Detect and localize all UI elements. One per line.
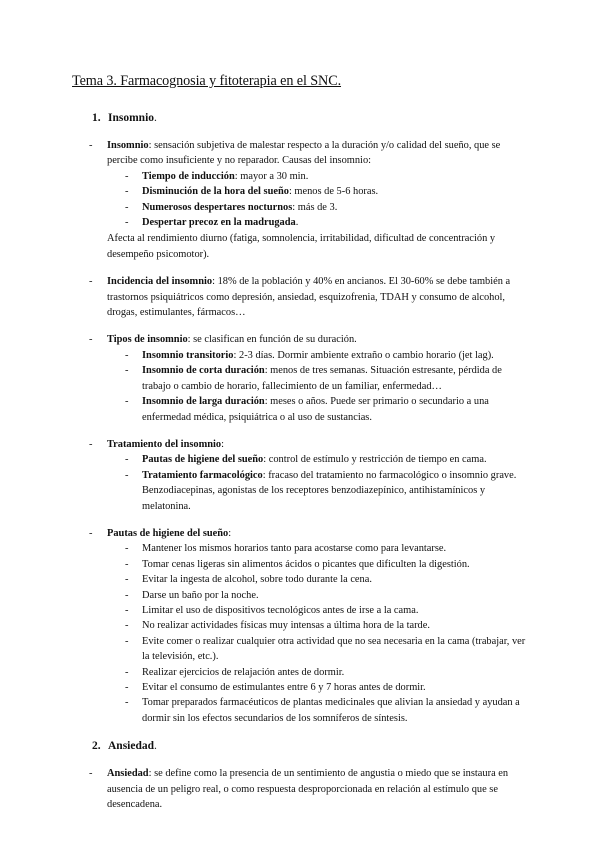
sublist-item <box>107 215 530 230</box>
term: Incidencia del insomnio <box>107 276 213 288</box>
term: Disminución de la hora del sueño <box>142 186 289 198</box>
definition: Mantener los mismos horarios tanto para acostarse como para levantarse. <box>142 543 447 555</box>
sublist <box>107 541 530 726</box>
definition: Realizar ejercicios de relajación antes de dormir. <box>142 666 345 678</box>
section-number: 2. <box>92 740 101 753</box>
list-item <box>72 274 530 320</box>
sublist <box>107 452 530 514</box>
section-title: Insomnio <box>108 112 155 124</box>
term: Insomnio de corta duración <box>142 365 265 377</box>
sublist-item <box>107 680 530 695</box>
definition: Evitar el consumo de estimulantes entre 6 y 7 horas antes de dormir. <box>142 682 426 693</box>
definition: Evitar la ingesta de alcohol, sobre todo durante la cena. <box>142 574 372 586</box>
list-item <box>72 332 530 424</box>
sublist-item <box>107 348 530 363</box>
definition: No realizar actividades físicas muy intensas a última hora de la tarde. <box>142 620 430 632</box>
sublist-item <box>107 394 530 425</box>
definition: : se clasifican en función de su duración. <box>187 334 357 346</box>
term: Ansiedad <box>107 768 149 780</box>
sublist <box>107 348 530 425</box>
list-item <box>72 766 530 812</box>
term: Numerosos despertares nocturnos <box>142 201 293 213</box>
definition: Evite comer o realizar cualquier otra actividad que no sea necesaria en la cama (trabajar, ver la televisión, etc.). <box>142 635 526 663</box>
section-heading-ansiedad: 2. Ansiedad. <box>92 740 157 753</box>
definition: . <box>295 217 299 229</box>
sublist-item <box>107 695 530 726</box>
sublist-item <box>107 363 530 394</box>
definition: : <box>228 527 232 539</box>
sublist-item <box>107 634 530 665</box>
definition: : meses o años. Puede ser primario o secundario a una enfermedad médica, psiquiátrica o al uso de sustancias. <box>142 396 489 423</box>
definition: : 2-3 días. Dormir ambiente extraño o cambio horario (jet lag). <box>233 349 494 361</box>
term: Tratamiento farmacológico <box>142 469 263 481</box>
definition: : 18% de la población y 40% en ancianos. El 30-60% se debe también a trastornos psiquiátricos como depresión, ansiedad, esquizofrenia, TDAH y consumo de alcohol, drogas, estimulantes, fármacos… <box>107 276 511 319</box>
sublist-item <box>107 184 530 199</box>
term: Insomnio <box>107 140 149 151</box>
sublist-item <box>107 572 530 587</box>
definition: : mayor a 30 min. <box>234 170 309 182</box>
definition: : se define como la presencia de un sentimiento de angustia o miedo que se instaura en ausencia de un peligro real, o como respuesta desproporcionada en relación al estímulo que se desencadena. <box>107 768 509 811</box>
definition: : control de estímulo y restricción de tiempo en cama. <box>263 454 487 466</box>
sublist <box>107 169 530 231</box>
sublist-item <box>107 200 530 215</box>
page-title: Tema 3. Farmacognosia y fitoterapia en el SNC. <box>72 73 342 89</box>
term: Tiempo de inducción <box>142 170 235 182</box>
definition: Darse un baño por la noche. <box>142 589 259 601</box>
term: Tratamiento del insomnio <box>107 438 222 450</box>
definition: : más de 3. <box>292 201 338 213</box>
definition: Limitar el uso de dispositivos tecnológicos antes de irse a la cama. <box>142 604 419 616</box>
list-item <box>72 526 530 726</box>
section-list-ansiedad <box>72 766 530 812</box>
definition: : fracaso del tratamiento no farmacológico o insomnio grave. Benzodiacepinas, agonistas de los receptores benzodiazepínico, antihistamínicos y melatonina. <box>142 469 517 512</box>
sublist-item <box>107 603 530 618</box>
definition: Tomar cenas ligeras sin alimentos ácidos o picantes que dificulten la digestión. <box>142 558 470 570</box>
term: Insomnio de larga duración <box>142 396 265 408</box>
sublist-item <box>107 618 530 633</box>
list-item <box>72 138 530 262</box>
sublist-item <box>107 468 530 514</box>
sublist-item <box>107 588 530 603</box>
definition: Tomar preparados farmacéuticos de plantas medicinales que alivian la ansiedad y ayudan a dormir sin los efectos secundarios de los somníferos de síntesis. <box>142 697 520 724</box>
sublist-item <box>107 557 530 572</box>
definition: : <box>221 438 224 450</box>
list-item <box>72 437 530 514</box>
term: Pautas de higiene del sueño <box>107 527 229 539</box>
paragraph: Afecta al rendimiento diurno (fatiga, somnolencia, irritabilidad, dificultad de concentración y desempeño psicomotor). <box>107 233 496 260</box>
definition: : menos de tres semanas. Situación estresante, pérdida de trabajo o cambio de horario, fallecimiento de un familiar, enfermedad… <box>142 365 502 392</box>
section-title: Ansiedad <box>108 740 155 753</box>
section-list-insomnio <box>72 138 530 726</box>
term: Tipos de insomnio <box>107 334 188 346</box>
term: Pautas de higiene del sueño <box>142 454 264 466</box>
section-heading-insomnio: 1. Insomnio. <box>92 112 157 124</box>
section-number: 1. <box>92 112 101 124</box>
sublist-item <box>107 169 530 184</box>
sublist-item <box>107 452 530 467</box>
definition: : sensación subjetiva de malestar respecto a la duración y/o calidad del sueño, que se percibe como insuficiente y no reparador. Causas del insomnio: <box>107 140 501 167</box>
sublist-item <box>107 665 530 680</box>
sublist-item <box>107 541 530 556</box>
definition: : menos de 5-6 horas. <box>288 186 379 198</box>
term: Despertar precoz en la madrugada <box>142 217 296 229</box>
term: Insomnio transitorio <box>142 349 234 361</box>
